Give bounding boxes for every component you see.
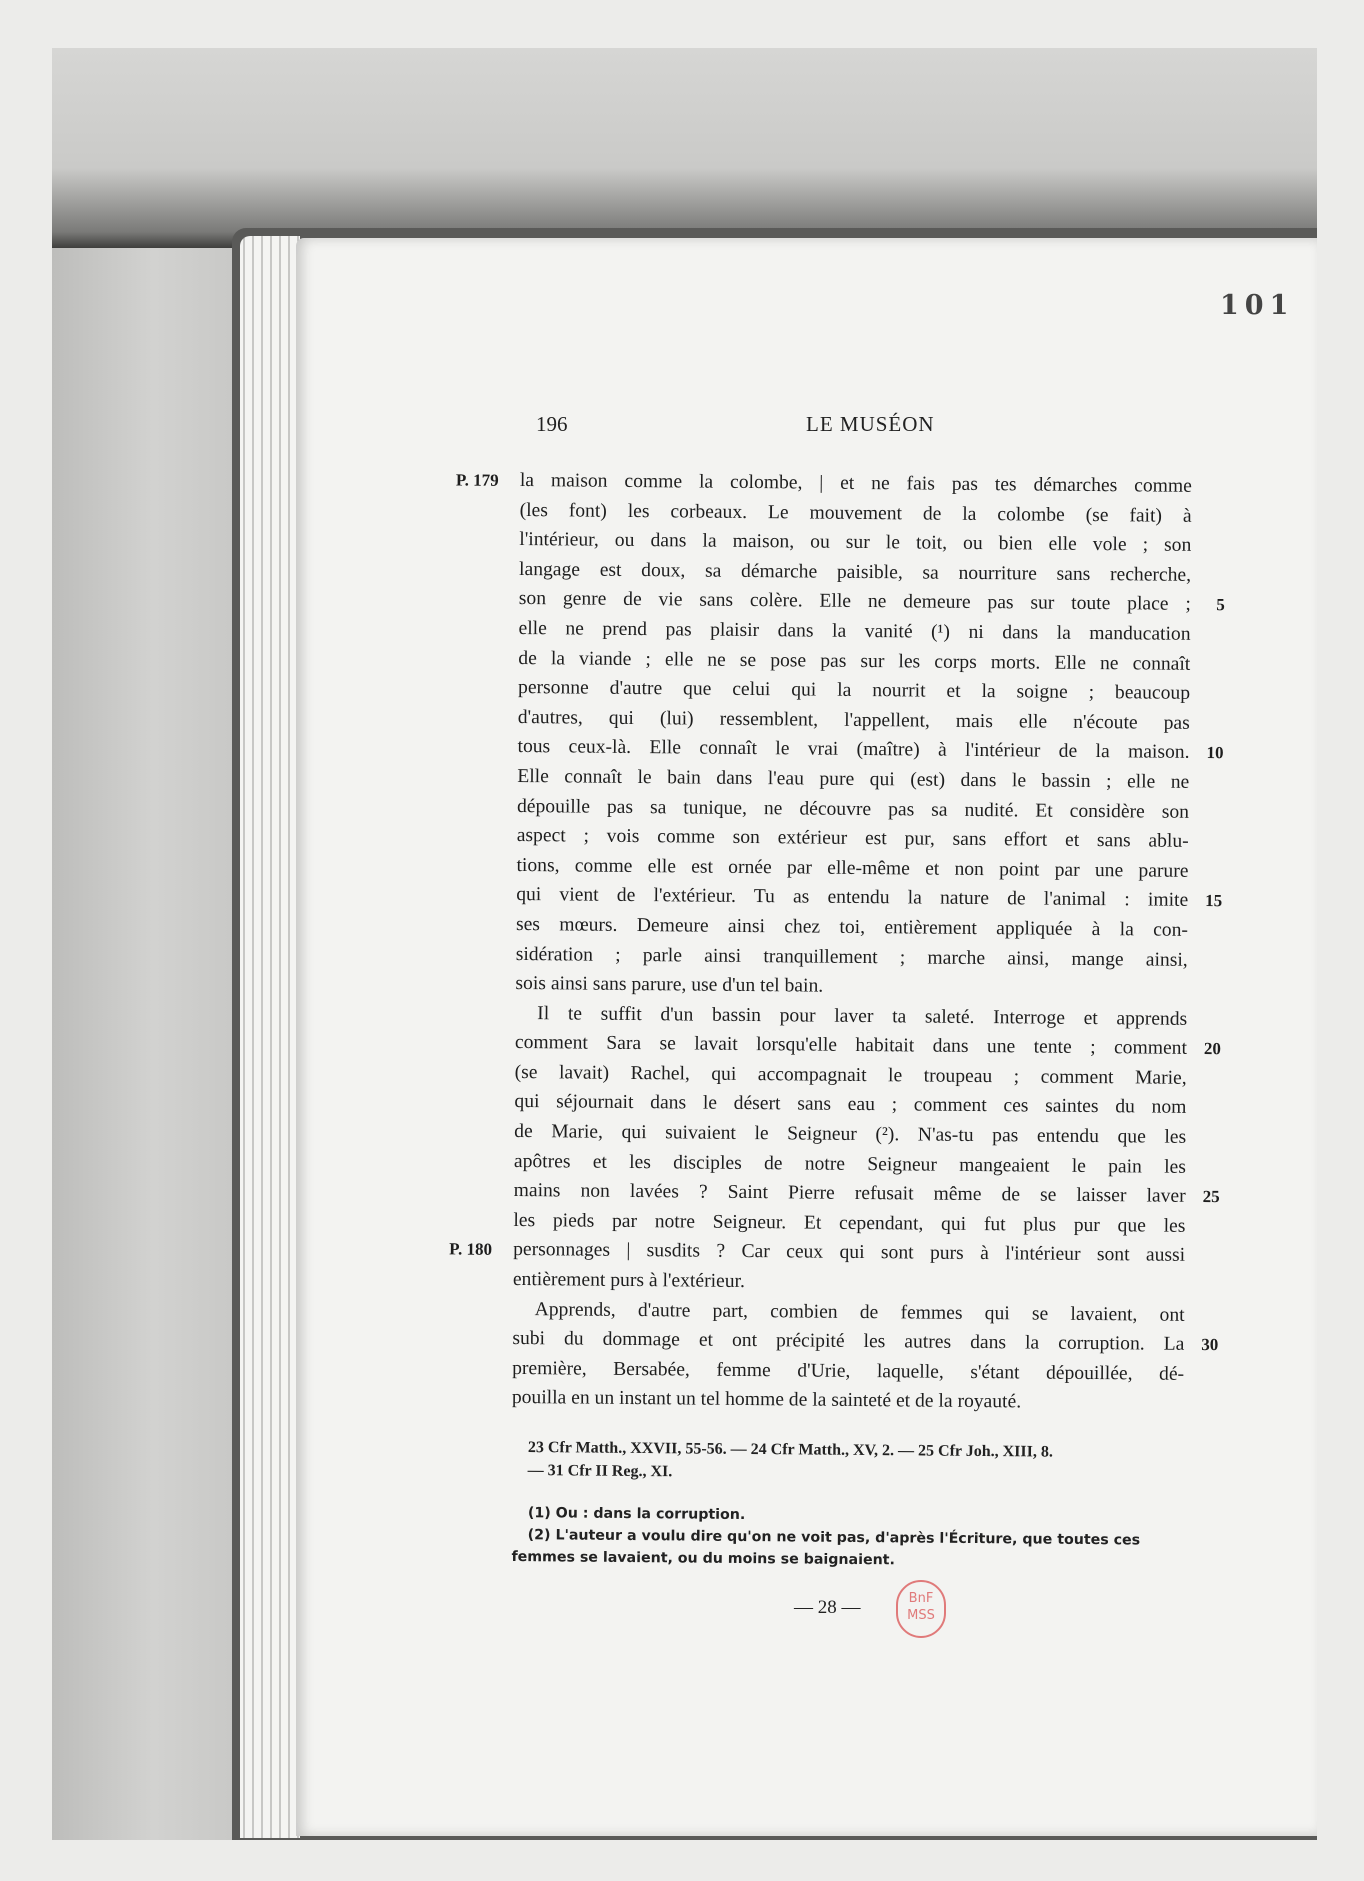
line-number: 15 — [1205, 891, 1223, 911]
footnote-2-line-1: (2) L'auteur a voulu dire qu'on ne voit pas, d'après l'Écriture, que toutes ces — [527, 1527, 1141, 1549]
line-text: sidération ; parle ainsi tranquillement ; marche ainsi, mange ainsi, — [515, 943, 1188, 971]
footnote-2-line-2: femmes se lavaient, ou du moins se baignaient. — [511, 1548, 895, 1569]
line-number: 30 — [1201, 1335, 1219, 1355]
references-line-2: — 31 Cfr II Reg., XI. — [527, 1461, 673, 1481]
text-line — [512, 1383, 1184, 1418]
line-text: de Marie, qui suivaient le Seigneur (²). N'as-tu pas entendu que les — [514, 1121, 1187, 1148]
line-number: 10 — [1206, 743, 1224, 763]
line-text: comment Sara se lavait lorsqu'elle habitait dans une tente ; comment — [514, 1032, 1188, 1060]
line-text: aspect ; vois comme son extérieur est pur, sans effort et sans ablu- — [516, 825, 1189, 852]
line-text: qui séjournait dans le désert sans eau ; comment ces saintes du nom — [514, 1091, 1187, 1119]
line-number: 5 — [1216, 595, 1225, 615]
line-text: première, Bersabée, femme d'Urie, laquelle, s'étant dépouillée, dé- — [512, 1357, 1185, 1385]
references-line-1: 23 Cfr Matth., XXVII, 55-56. — 24 Cfr Matth., XV, 2. — 25 Cfr Joh., XIII, 8. — [527, 1438, 1053, 1461]
line-text: de la viande ; elle ne se pose pas sur les corps morts. Elle ne connaît — [518, 647, 1191, 675]
line-text: elle ne prend pas plaisir dans la vanité (¹) ni dans la manducation — [518, 617, 1191, 645]
line-number: 25 — [1202, 1187, 1220, 1207]
footnote-1: (1) Ou : dans la corruption. — [527, 1505, 746, 1524]
line-text: apôtres et les disciples de notre Seigneur mangeaient le pain les — [513, 1150, 1186, 1178]
line-text: (se lavait) Rachel, qui accompagnait le troupeau ; comment Marie, — [514, 1061, 1187, 1089]
line-text: Apprends, d'autre part, combien de femmes qui se lavaient, ont — [534, 1298, 1185, 1326]
body-text — [449, 466, 1225, 1419]
margin-page-ref: P. 180 — [449, 1239, 493, 1260]
line-text: subi du dommage et ont précipité les autres dans la corruption. La — [512, 1328, 1185, 1356]
line-text: son genre de vie sans colère. Elle ne demeure pas sur toute place ; — [518, 588, 1191, 616]
line-text: tous ceux-là. Elle connaît le vrai (maître) à l'intérieur de la maison. — [517, 736, 1190, 764]
line-text: la maison comme la colombe, | et ne fais pas tes démarches comme — [519, 469, 1192, 497]
line-text: pouilla en un instant un tel homme de la sainteté et de la royauté. — [511, 1387, 1022, 1413]
line-text: personnages | susdits ? Car ceux qui sont purs à l'intérieur sont aussi — [513, 1239, 1186, 1267]
line-text: entièrement purs à l'extérieur. — [512, 1269, 746, 1293]
footnotes — [511, 1502, 1172, 1574]
bnf-mss-stamp — [896, 1580, 946, 1638]
stamp-line-2: MSS — [907, 1608, 935, 1623]
archive-page-number: 101 — [1220, 290, 1295, 321]
line-text: langage est doux, sa démarche paisible, sa nourriture sans recherche, — [519, 558, 1192, 586]
line-text: tions, comme elle est ornée par elle-même et non point par une parure — [516, 854, 1189, 882]
sheet-top-shadow — [52, 48, 1317, 248]
line-text: Elle connaît le bain dans l'eau pure qui (est) dans le bassin ; elle ne — [517, 765, 1190, 793]
margin-page-ref: P. 179 — [455, 470, 499, 490]
line-text: l'intérieur, ou dans la maison, ou sur le toit, ou bien elle vole ; son — [519, 529, 1192, 557]
stamp-line-1: BnF — [908, 1591, 934, 1606]
line-text: personne d'autre que celui qui la nourrit et la soigne ; beaucoup — [517, 677, 1191, 705]
line-text: les pieds par notre Seigneur. Et cependant, qui fut plus pur que les — [513, 1209, 1186, 1237]
running-head-page-number: 196 — [536, 412, 568, 436]
line-text: dépouille pas sa tunique, ne découvre pas sa nudité. Et considère son — [516, 795, 1190, 823]
line-number: 20 — [1203, 1039, 1222, 1059]
line-text: mains non lavées ? Saint Pierre refusait même de se laisser laver — [513, 1180, 1186, 1208]
line-text: qui vient de l'extérieur. Tu as entendu la nature de l'animal : imite — [516, 884, 1189, 912]
page-edges — [240, 236, 300, 1838]
line-text: ses mœurs. Demeure ainsi chez toi, entièrement appliquée à la con- — [515, 913, 1189, 941]
line-text: Il te suffit d'un bassin pour laver ta saleté. Interroge et apprends — [537, 1002, 1188, 1030]
scripture-references — [528, 1436, 1188, 1488]
running-head-journal-title: LE MUSÉON — [806, 412, 935, 436]
folio-number: — 28 — — [794, 1597, 861, 1618]
line-text: sois ainsi sans parure, use d'un tel bain. — [515, 973, 824, 997]
line-text: (les font) les corbeaux. Le mouvement de la colombe (se fait) à — [519, 499, 1192, 527]
line-text: d'autres, qui (lui) ressemblent, l'appellent, mais elle n'écoute pas — [517, 706, 1190, 734]
